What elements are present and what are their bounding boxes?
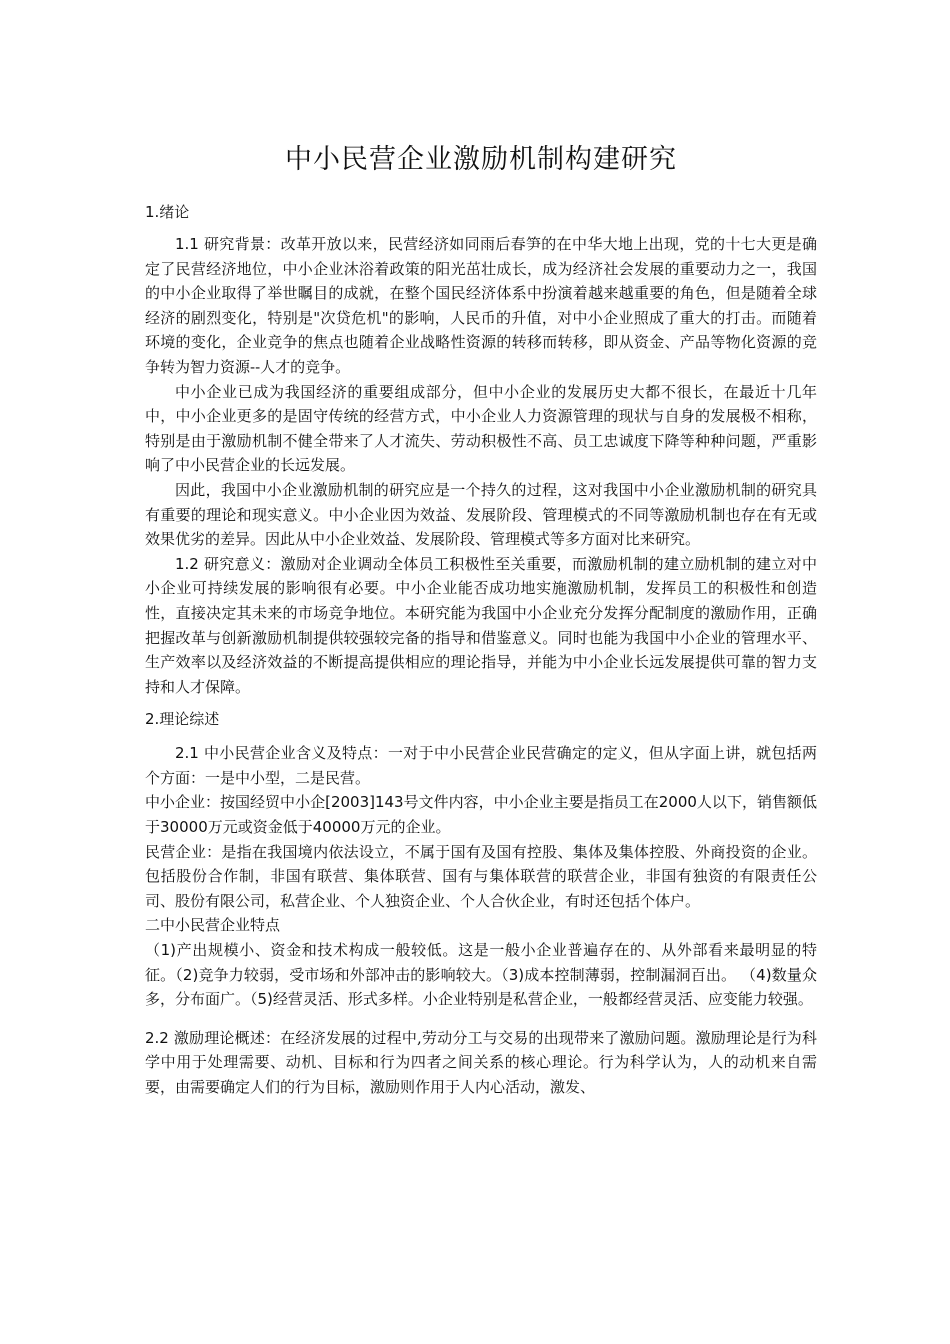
document-page	[145, 0, 817, 1100]
section-heading-introduction: 1.绪论	[145, 203, 190, 221]
paragraph-research-background	[145, 232, 817, 380]
paragraph-number: 2.2	[145, 1028, 169, 1047]
subheading-features: 二中小民营企业特点	[145, 916, 281, 935]
paragraph-sme-status: 中小企业已成为我国经济的重要组成部分，但中小企业的发展历史大都不很长，在最近十几年中，中小企业更多的是固守传统的经营方式，中小企业人力资源管理的现状与自身的发展极不相称，特别是由于激励机制不健全带来了人才流失、劳动积极性不高、员工忠诚度下降等种种问题，严重影响了中小民营企业的长远发展。	[145, 382, 817, 475]
paragraph-text: 中小民营企业含义及特点：一对于中小民营企业民营确定的定义，但从字面上讲，就包括两个方面：一是中小型，二是民营。	[145, 744, 817, 787]
paragraph-text: 研究背景：改革开放以来，民营经济如同雨后春笋的在中华大地上出现，党的十七大更是确定了民营经济地位，中小企业沐浴着政策的阳光茁壮成长，成为经济社会发展的重要动力之一，我国的中小企业取得了举世瞩目的成就，在整个国民经济体系中扮演着越来越重要的角色，但是随着全球经济的剧烈变化，特别是"次贷危机"的影响，人民币的升值，对中小企业照成了重大的打击。而随着环境的变化，企业竞争的焦点也随着企业战略性资源的转移而转移，即从资金、产品等物化资源的竞争转为智力资源--人才的竞争。	[145, 235, 817, 376]
paragraph-number: 2.1	[175, 744, 199, 763]
paragraph-text: 激励理论概述：在经济发展的过程中,劳动分工与交易的出现带来了激励问题。激励理论是行为科学中用于处理需要、动机、目标和行为四者之间关系的核心理论。行为科学认为，人的动机来自需要，由需要确定人们的行为目标，激励则作用于人内心活动，激发、	[145, 1028, 817, 1096]
paragraph-research-significance	[145, 552, 817, 700]
document-title: 中小民营企业激励机制构建研究	[285, 144, 677, 175]
paragraph-text: 研究意义：激励对企业调动全体员工积极性至关重要，而激励机制的建立励机制的建立对中小企业可持续发展的影响很有必要。中小企业能否成功地实施激励机制，发挥员工的积极性和创造性，直接决定其未来的市场竞争地位。本研究能为我国中小企业充分发挥分配制度的激励作用，正确把握改革与创新激励机制提供较强较完备的指导和借鉴意义。同时也能为我国中小企业的管理水平、生产效率以及经济效益的不断提高提供相应的理论指导，并能为中小企业长远发展提供可靠的智力支持和人才保障。	[145, 554, 817, 696]
paragraph-number: 1.2	[175, 554, 199, 573]
paragraph-features-list: （1)产出规模小、资金和技术构成一般较低。这是一般小企业普遍存在的、从外部看来最明显的特征。（2)竞争力较弱，受市场和外部冲击的影响较大。（3)成本控制薄弱，控制漏洞百出。 （4)数量众多，分布面广。（5)经营灵活、形式多样。小企业特别是私营企业，一般都经营灵活、应变能力较强。	[145, 941, 817, 1009]
paragraph-private-enterprise: 民营企业：是指在我国境内依法设立，不属于国有及国有控股、集体及集体控股、外商投资的企业。包括股份合作制，非国有联营、集体联营、国有与集体联营的联营企业，非国有独资的有限责任公司、股份有限公司，私营企业、个人独资企业、个人合伙企业，有时还包括个体户。	[145, 842, 817, 910]
paragraph-number: 1.1	[175, 235, 199, 253]
paragraph-sme-criteria: 中小企业：按国经贸中小企[2003]143号文件内容，中小企业主要是指员工在2000人以下，销售额低于30000万元或资金低于40000万元的企业。	[145, 793, 817, 837]
paragraph-incentive-theory	[145, 1026, 817, 1100]
paragraph-therefore: 因此，我国中小企业激励机制的研究应是一个持久的过程，这对我国中小企业激励机制的研究具有重要的理论和现实意义。中小企业因为效益、发展阶段、管理模式的不同等激励机制也存在有无或效果优劣的差异。因此从中小企业效益、发展阶段、管理模式等多方面对比来研究。	[145, 480, 817, 549]
paragraph-sme-definition	[145, 741, 817, 790]
section-heading-theory-review: 2.理论综述	[145, 710, 220, 729]
